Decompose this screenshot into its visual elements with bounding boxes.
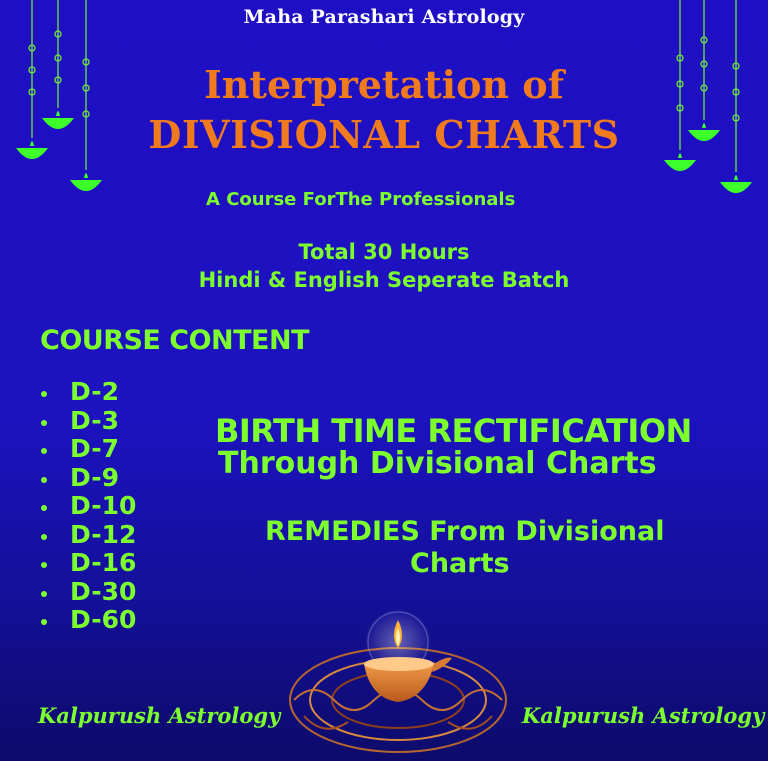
list-item: D-3 [30, 407, 136, 436]
batch-info: Hindi & English Seperate Batch [198, 268, 570, 292]
page-title-line-2: DIVISIONAL CHARTS [148, 112, 620, 157]
birth-time-rectification-heading: BIRTH TIME RECTIFICATION [215, 412, 692, 450]
course-content-heading: COURSE CONTENT [40, 325, 310, 356]
birth-time-rectification-subheading: Through Divisional Charts [218, 446, 657, 481]
signature-left: Kalpurush Astrology [38, 703, 281, 728]
signature-right: Kalpurush Astrology [522, 703, 765, 728]
hanging-lamp-icon [70, 173, 102, 191]
list-item: D-10 [30, 492, 136, 521]
list-item: D-30 [30, 578, 136, 607]
list-item: D-7 [30, 435, 136, 464]
list-item: D-12 [30, 521, 136, 550]
list-item: D-16 [30, 549, 136, 578]
list-item: D-9 [30, 464, 136, 493]
remedies-heading-line-2: Charts [410, 548, 510, 579]
list-item: D-2 [30, 378, 136, 407]
remedies-heading-line-1: REMEDIES From Divisional [265, 516, 665, 547]
diya-icon [284, 598, 512, 761]
list-item: D-60 [30, 606, 136, 635]
hanging-lamp-icon [720, 175, 752, 193]
course-hours: Total 30 Hours [298, 240, 470, 264]
course-content-list [30, 378, 136, 635]
course-tagline: A Course ForThe Professionals [206, 189, 516, 210]
page-title-line-1: Interpretation of [204, 62, 564, 107]
brand-name: Maha Parashari Astrology [243, 6, 525, 28]
